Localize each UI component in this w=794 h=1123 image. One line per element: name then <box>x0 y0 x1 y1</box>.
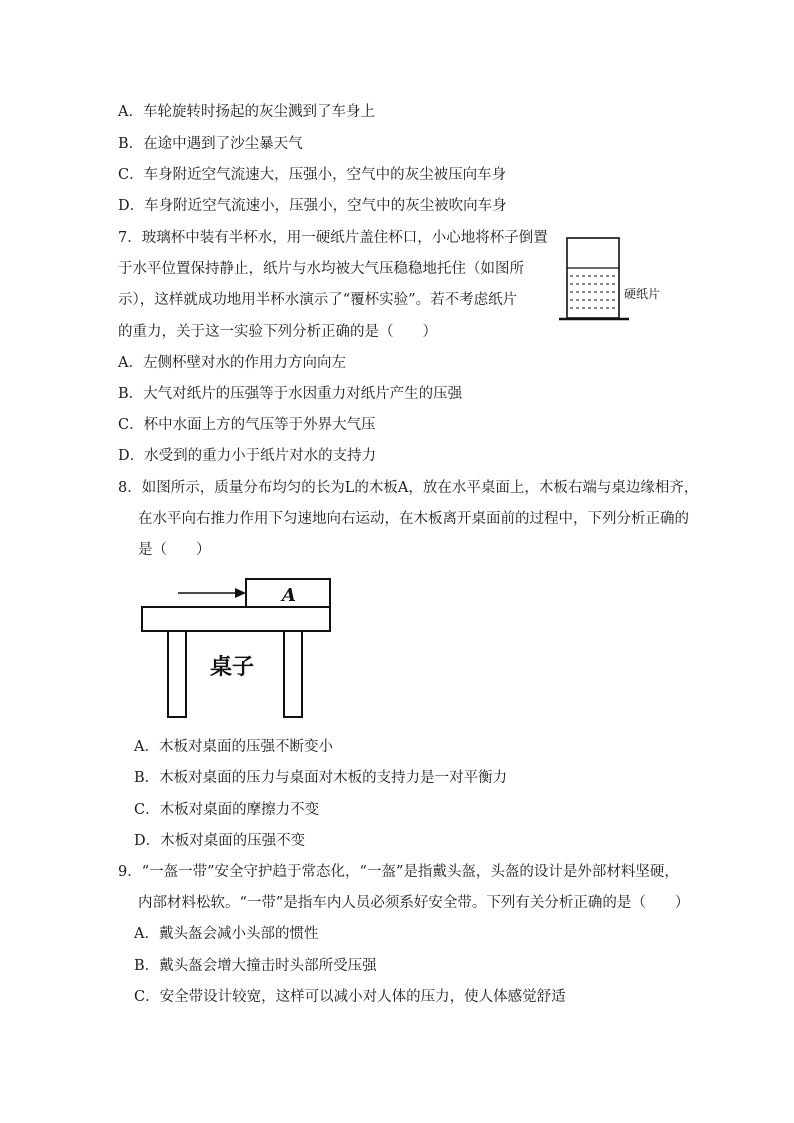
q7-cup-figure <box>555 232 675 324</box>
q6-option-a: A．车轮旋转时扬起的灰尘溅到了车身上 <box>118 104 375 120</box>
q9-stem-line-2: 内部材料松软。“一带”是指车内人员必须系好安全带。下列有关分析正确的是（ ） <box>138 895 690 911</box>
board-label: A <box>282 585 296 606</box>
table-leg-right <box>284 631 302 717</box>
q8-stem-line-2: 在水平向右推力作用下匀速地向右运动，在木板离开桌面前的过程中，下列分析正确的 <box>138 511 689 527</box>
q9-option-b: B．戴头盔会增大撞击时头部所受压强 <box>134 958 377 974</box>
q7-stem-line-2: 于水平位置保持静止，纸片与水均被大气压稳稳地托住（如图所 <box>118 261 524 277</box>
q6-option-b: B．在途中遇到了沙尘暴天气 <box>118 136 303 152</box>
water-dashes <box>570 276 617 308</box>
q8-stem-line-3: 是（ ） <box>138 542 211 558</box>
q8-table-figure <box>138 576 338 720</box>
q9-option-a: A．戴头盔会减小头部的惯性 <box>134 926 319 942</box>
q7-option-d: D．水受到的重力小于纸片对水的支持力 <box>118 448 377 464</box>
q7-stem-line-4: 的重力，关于这一实验下列分析正确的是（ ） <box>118 324 437 340</box>
table-label: 桌子 <box>210 654 255 680</box>
q7-stem-line-1: 7．玻璃杯中装有半杯水，用一硬纸片盖住杯口，小心地将杯子倒置 <box>118 230 548 246</box>
q9-stem-line-1: 9．“一盔一带”安全守护趋于常态化，“一盔”是指戴头盔，头盔的设计是外部材料坚硬， <box>118 864 679 880</box>
q7-option-b: B．大气对纸片的压强等于水因重力对纸片产生的压强 <box>118 386 463 402</box>
q7-option-c: C．杯中水面上方的气压等于外界大气压 <box>118 417 376 433</box>
q7-stem-line-3: 示），这样就成功地用半杯水演示了“覆杯实验”。若不考虑纸片 <box>118 292 518 308</box>
table-leg-left <box>168 631 186 717</box>
cardboard-label: 硬纸片 <box>624 287 661 301</box>
q8-stem-line-1: 8．如图所示，质量分布均匀的长为L的木板A，放在水平桌面上，木板右端与桌边缘相齐， <box>118 480 699 496</box>
cup-outline <box>567 238 619 318</box>
q8-option-c: C．木板对桌面的摩擦力不变 <box>134 802 320 818</box>
push-arrow-head <box>235 588 246 598</box>
q8-option-d: D．木板对桌面的压强不变 <box>134 833 306 849</box>
q8-option-b: B．木板对桌面的压力与桌面对木板的支持力是一对平衡力 <box>134 770 508 786</box>
q7-option-a: A．左侧杯壁对水的作用力方向向左 <box>118 355 346 371</box>
table-top <box>142 607 330 631</box>
q6-option-d: D．车身附近空气流速小，压强小，空气中的灰尘被吹向车身 <box>118 198 507 214</box>
q9-option-c: C．安全带设计较宽，这样可以减小对人体的压力，使人体感觉舒适 <box>134 989 566 1005</box>
q8-option-a: A．木板对桌面的压强不断变小 <box>134 739 333 755</box>
q6-option-c: C．车身附近空气流速大，压强小，空气中的灰尘被压向车身 <box>118 167 507 183</box>
